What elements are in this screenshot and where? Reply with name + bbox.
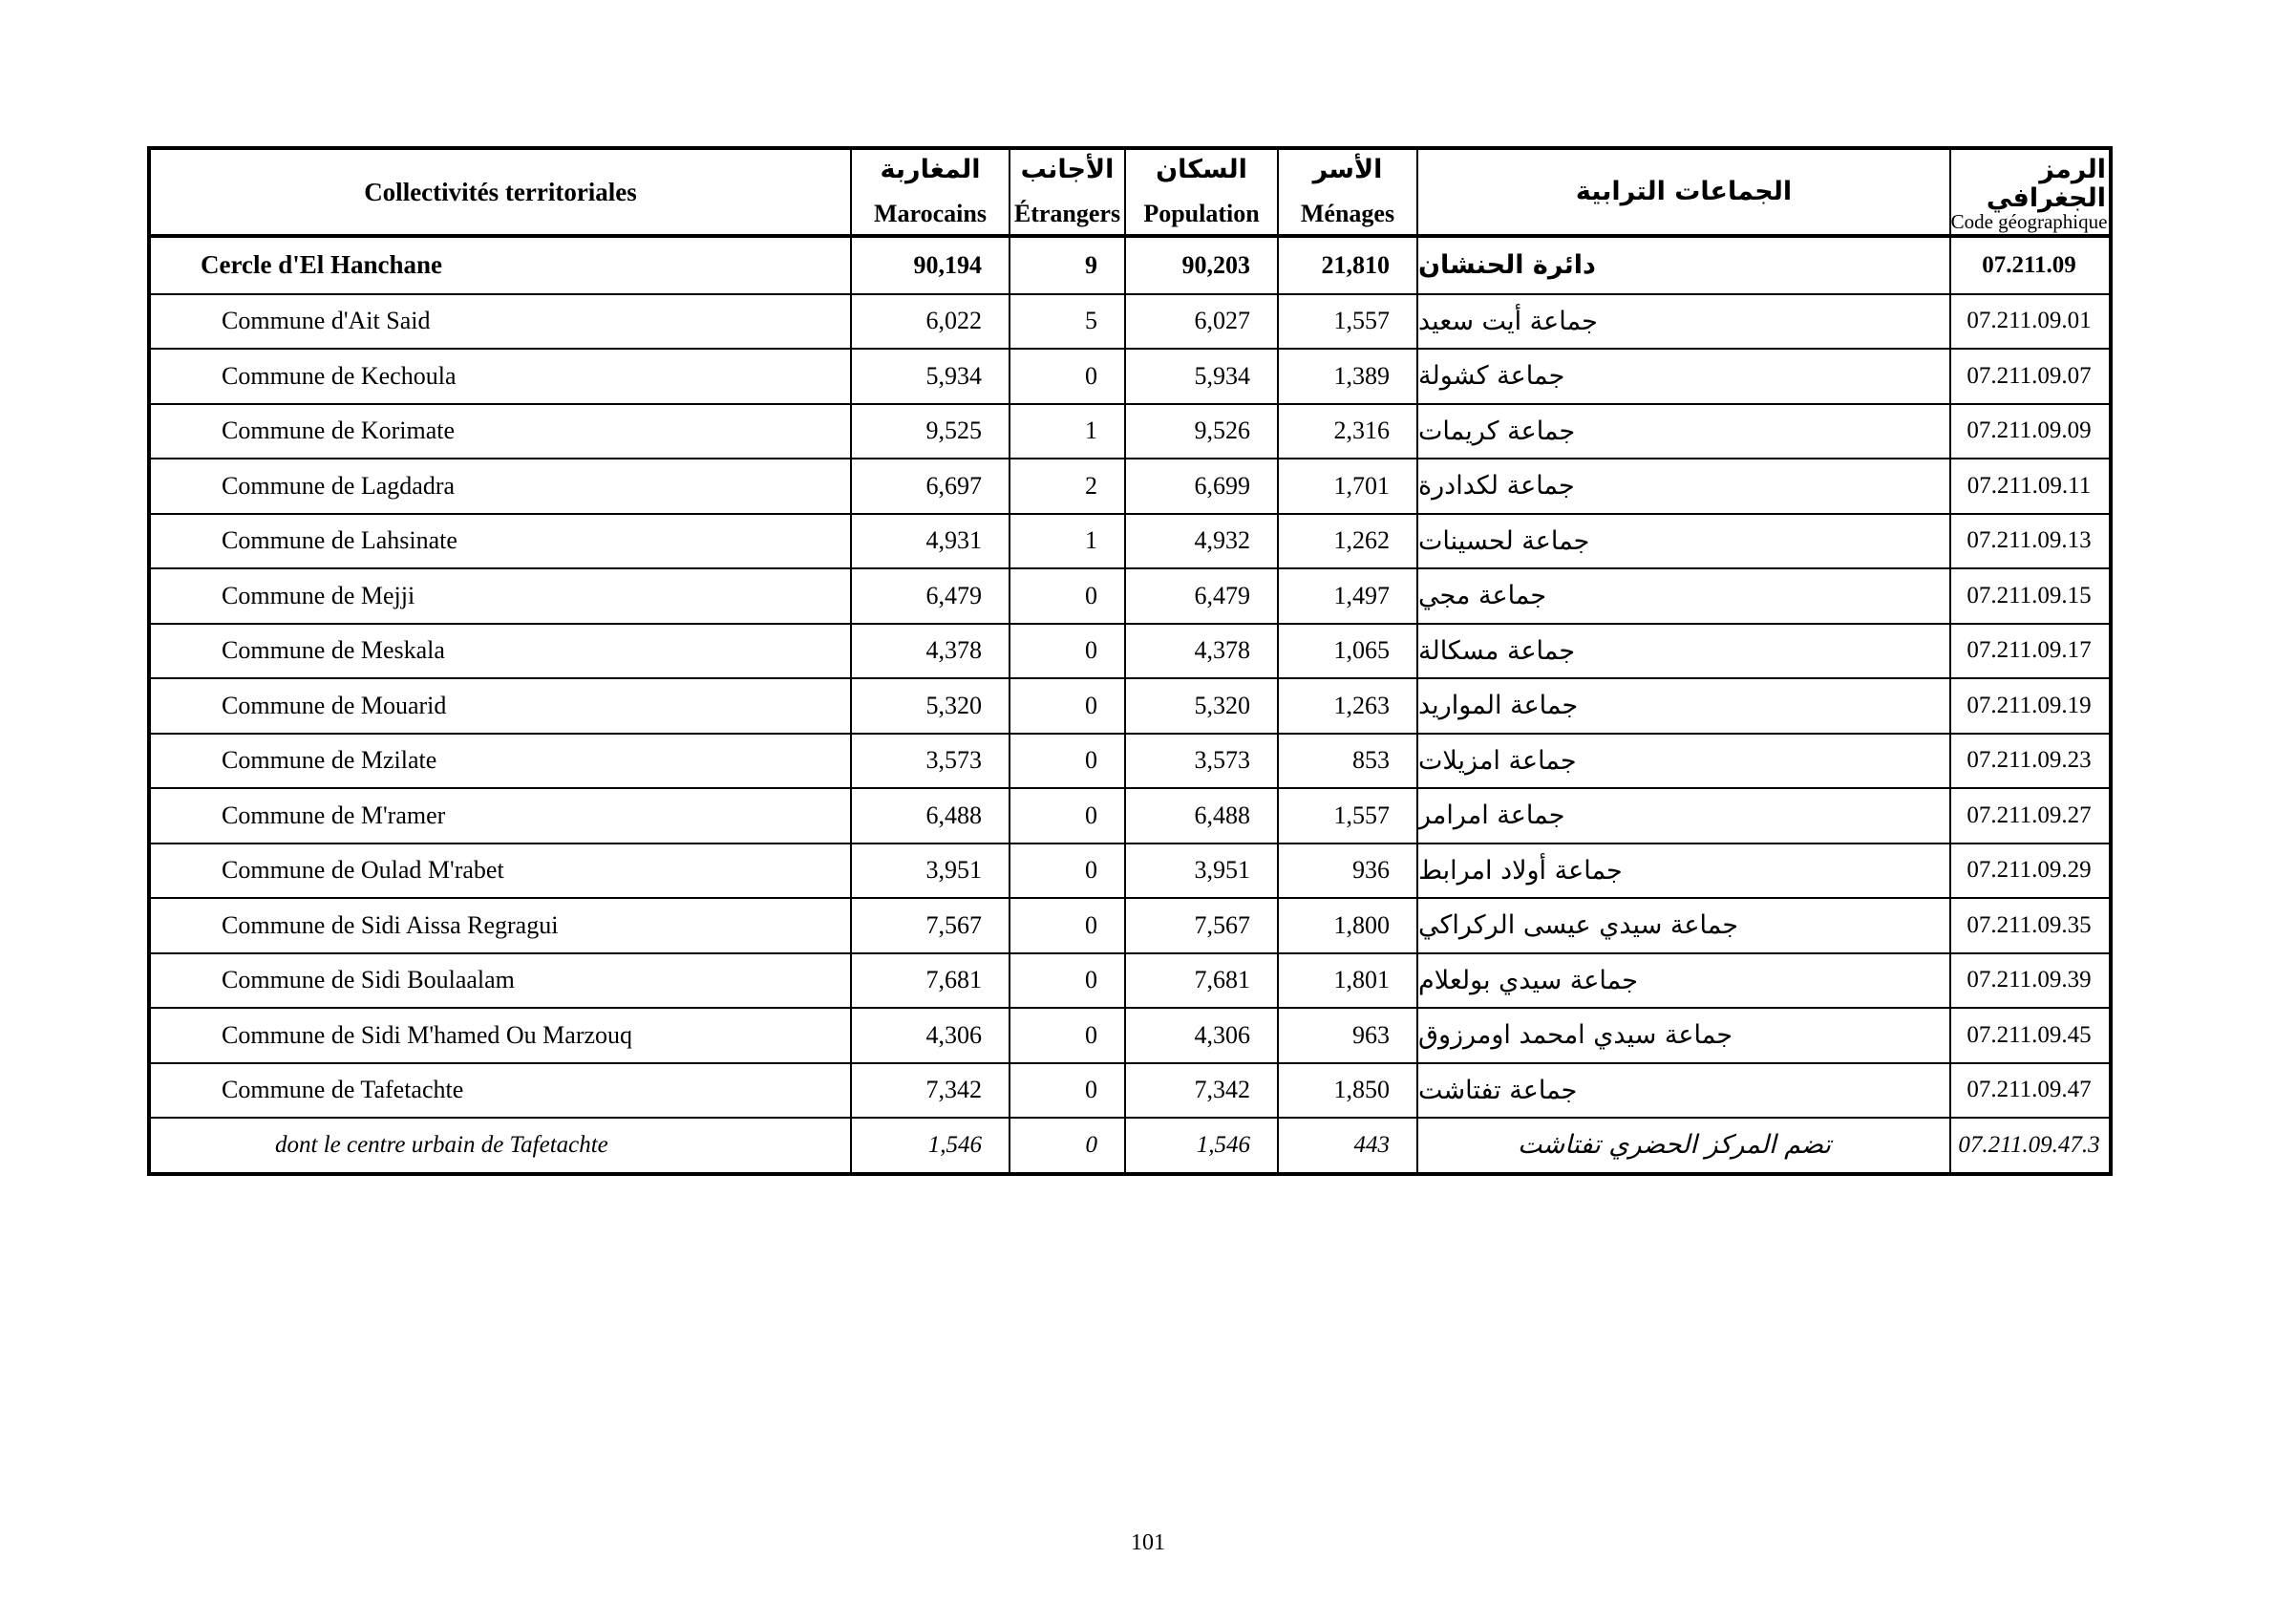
population-value: 7,342 [1126,1064,1279,1118]
etrangers-value: 0 [1010,569,1126,623]
header-marocains [852,150,1010,234]
marocains-value: 5,934 [852,350,1010,403]
geo-code: 07.211.09.13 [1966,527,2092,554]
etrangers-value: 9 [1010,238,1126,293]
population-value: 1,546 [1126,1119,1279,1172]
commune-name-arabic: جماعة سيدي بولعلام [1418,954,1951,1008]
marocains-value: 3,573 [852,735,1010,788]
population-value: 7,567 [1126,899,1279,952]
commune-name-arabic: جماعة سيدي عيسى الركراكي [1418,899,1951,952]
menages-value: 1,557 [1279,789,1418,843]
population-value: 4,378 [1126,625,1279,678]
table-body [151,238,2109,1172]
etrangers-value: 1 [1010,515,1126,568]
etrangers-value: 1 [1010,405,1126,459]
marocains-value: 5,320 [852,679,1010,733]
table-row [151,733,2109,788]
population-value: 3,573 [1126,735,1279,788]
commune-name-arabic: جماعة سيدي امحمد اومرزوق [1418,1009,1951,1062]
table-row [151,1062,2109,1118]
collectivite-name: Commune de Sidi Aissa Regragui [151,899,852,952]
menages-value: 1,262 [1279,515,1418,568]
geo-code: 07.211.09.47 [1966,1077,2092,1103]
menages-value: 1,701 [1279,459,1418,513]
etrangers-value: 0 [1010,1064,1126,1118]
commune-name-arabic: جماعة كشولة [1418,350,1951,403]
header-menages-label: Ménages [1300,200,1395,227]
table-row [151,952,2109,1008]
commune-name-arabic: دائرة الحنشان [1418,238,1951,293]
geo-code: 07.211.09.23 [1966,747,2092,774]
marocains-value: 6,697 [852,459,1010,513]
population-value: 6,027 [1126,295,1279,349]
geo-code: 07.211.09.27 [1966,801,2092,828]
population-value: 7,681 [1126,954,1279,1008]
etrangers-value: 0 [1010,1119,1126,1172]
collectivite-name: dont le centre urbain de Tafetachte [151,1119,852,1172]
geo-code: 07.211.09.19 [1966,692,2092,718]
menages-value: 936 [1279,844,1418,898]
marocains-value: 4,378 [852,625,1010,678]
commune-name-arabic: جماعة أولاد امرابط [1418,844,1951,898]
menages-value: 1,801 [1279,954,1418,1008]
marocains-value: 9,525 [852,405,1010,459]
collectivite-name: Commune de Sidi M'hamed Ou Marzouq [151,1009,852,1062]
marocains-value: 7,681 [852,954,1010,1008]
geo-code: 07.211.09.11 [1966,472,2092,499]
menages-value: 1,497 [1279,569,1418,623]
header-code-geographique [1951,150,2107,234]
collectivite-name: Commune de Lagdadra [151,459,852,513]
table-row [151,293,2109,349]
header-population-arabic: السكان [1156,155,1247,184]
commune-name-arabic: جماعة لكدادرة [1418,459,1951,513]
menages-value: 1,850 [1279,1064,1418,1118]
commune-name-arabic: جماعة المواريد [1418,679,1951,733]
collectivite-name: Commune de Kechoula [151,350,852,403]
menages-value: 1,065 [1279,625,1418,678]
geo-code: 07.211.09 [1982,251,2076,278]
collectivite-name: Commune de Korimate [151,405,852,459]
table-row [151,513,2109,568]
menages-value: 443 [1279,1119,1418,1172]
collectivite-name: Commune de Oulad M'rabet [151,844,852,898]
geo-code: 07.211.09.45 [1966,1021,2092,1048]
marocains-value: 6,022 [852,295,1010,349]
collectivite-name: Commune de M'ramer [151,789,852,843]
marocains-value: 1,546 [852,1119,1010,1172]
commune-name-arabic: جماعة كريمات [1418,405,1951,459]
menages-value: 1,557 [1279,295,1418,349]
etrangers-value: 0 [1010,789,1126,843]
geo-code: 07.211.09.47.3 [1958,1131,2100,1158]
collectivite-name: Commune de Mejji [151,569,852,623]
table-header-row [151,150,2109,238]
header-code-label: Code géographique [1951,210,2107,234]
page-number: 101 [1131,1530,1165,1555]
population-value: 5,320 [1126,679,1279,733]
table-row [151,1117,2109,1172]
menages-value: 1,263 [1279,679,1418,733]
collectivite-name: Cercle d'El Hanchane [151,238,852,293]
etrangers-value: 0 [1010,1009,1126,1062]
commune-name-arabic: جماعة تفتاشت [1418,1064,1951,1118]
collectivite-name: Commune de Mouarid [151,679,852,733]
geo-code: 07.211.09.09 [1966,417,2092,444]
population-value: 9,526 [1126,405,1279,459]
header-population-label: Population [1143,200,1260,227]
marocains-value: 7,567 [852,899,1010,952]
geo-code: 07.211.09.35 [1966,911,2092,938]
menages-value: 853 [1279,735,1418,788]
etrangers-value: 0 [1010,625,1126,678]
collectivite-name: Commune de Tafetachte [151,1064,852,1118]
etrangers-value: 0 [1010,679,1126,733]
population-value: 6,488 [1126,789,1279,843]
marocains-value: 6,488 [852,789,1010,843]
table-row [151,348,2109,403]
header-marocains-label: Marocains [874,200,987,227]
etrangers-value: 2 [1010,459,1126,513]
etrangers-value: 0 [1010,844,1126,898]
geo-code: 07.211.09.29 [1966,857,2092,884]
table-row [151,623,2109,678]
menages-value: 1,800 [1279,899,1418,952]
menages-value: 21,810 [1279,238,1418,293]
menages-value: 963 [1279,1009,1418,1062]
table-row [151,238,2109,293]
census-table [147,146,2113,1176]
marocains-value: 90,194 [852,238,1010,293]
marocains-value: 3,951 [852,844,1010,898]
commune-name-arabic: تضم المركز الحضري تفتاشت [1418,1119,1951,1172]
collectivite-name: Commune de Meskala [151,625,852,678]
etrangers-value: 0 [1010,954,1126,1008]
commune-name-arabic: جماعة أيت سعيد [1418,295,1951,349]
collectivite-name: Commune de Lahsinate [151,515,852,568]
marocains-value: 7,342 [852,1064,1010,1118]
header-marocains-arabic: المغاربة [880,155,981,184]
geo-code: 07.211.09.01 [1966,308,2092,334]
commune-name-arabic: جماعة لحسينات [1418,515,1951,568]
table-row [151,787,2109,843]
table-row [151,677,2109,733]
population-value: 90,203 [1126,238,1279,293]
geo-code: 07.211.09.17 [1966,637,2092,664]
table-row [151,458,2109,513]
population-value: 3,951 [1126,844,1279,898]
commune-name-arabic: جماعة مسكالة [1418,625,1951,678]
etrangers-value: 0 [1010,735,1126,788]
header-communes-arabic-label: الجماعات الترابية [1575,177,1793,207]
collectivite-name: Commune de Mzilate [151,735,852,788]
header-collectivites-label: Collectivités territoriales [364,177,637,206]
marocains-value: 6,479 [852,569,1010,623]
header-population [1126,150,1279,234]
population-value: 6,479 [1126,569,1279,623]
table-row [151,843,2109,898]
header-etrangers-arabic: الأجانب [1020,155,1115,184]
etrangers-value: 0 [1010,350,1126,403]
etrangers-value: 0 [1010,899,1126,952]
etrangers-value: 5 [1010,295,1126,349]
menages-value: 2,316 [1279,405,1418,459]
header-menages-arabic: الأسر [1312,155,1383,184]
table-row [151,403,2109,459]
header-collectivites [151,150,852,234]
header-code-arabic: الرمز الجغرافي [1986,155,2106,213]
menages-value: 1,389 [1279,350,1418,403]
header-communes-arabic [1418,150,1951,234]
population-value: 5,934 [1126,350,1279,403]
marocains-value: 4,931 [852,515,1010,568]
commune-name-arabic: جماعة امرامر [1418,789,1951,843]
geo-code: 07.211.09.07 [1966,362,2092,389]
population-value: 4,932 [1126,515,1279,568]
population-value: 6,699 [1126,459,1279,513]
header-menages [1279,150,1418,234]
geo-code: 07.211.09.15 [1966,582,2092,609]
table-row [151,1007,2109,1062]
geo-code: 07.211.09.39 [1966,967,2092,993]
commune-name-arabic: جماعة مجي [1418,569,1951,623]
header-etrangers [1010,150,1126,234]
marocains-value: 4,306 [852,1009,1010,1062]
header-etrangers-label: Étrangers [1013,200,1121,227]
commune-name-arabic: جماعة امزيلات [1418,735,1951,788]
collectivite-name: Commune d'Ait Said [151,295,852,349]
table-row [151,567,2109,623]
collectivite-name: Commune de Sidi Boulaalam [151,954,852,1008]
population-value: 4,306 [1126,1009,1279,1062]
table-row [151,897,2109,952]
